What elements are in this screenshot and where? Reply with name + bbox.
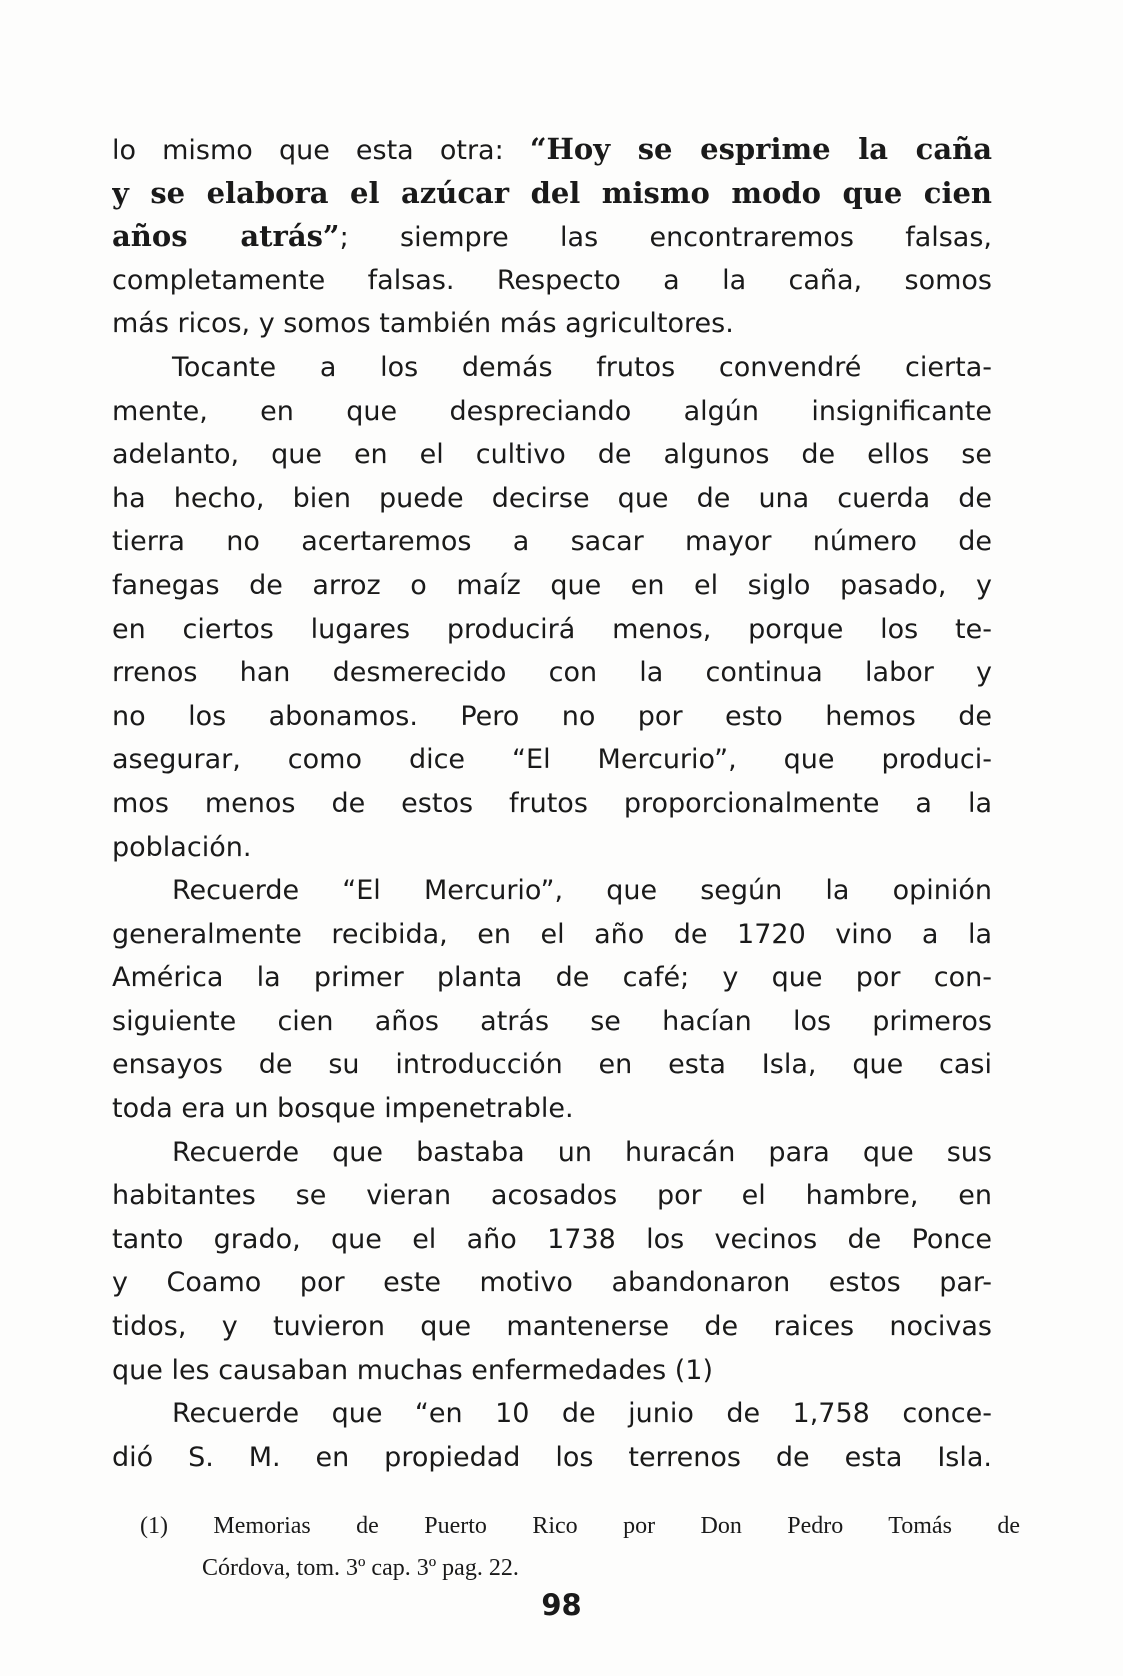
text-line: mente, en que despreciando algún insignificante (112, 395, 992, 427)
text-line: y Coamo por este motivo abandonaron estos par- (112, 1267, 992, 1299)
text-line: mos menos de estos frutos proporcionalmente a la (112, 787, 992, 819)
paragraph-start: Recuerde “El Mercurio”, que según la opinión (172, 875, 992, 907)
text-line: que les causaban muchas enfermedades (1) (112, 1354, 713, 1386)
text-line: no los abonamos. Pero no por esto hemos de (112, 700, 992, 732)
footnote-line: (1) Memorias de Puerto Rico por Don Pedro Tomás de (140, 1513, 1020, 1539)
text-line: tidos, y tuvieron que mantenerse de raices nocivas (112, 1311, 992, 1343)
line-segment: lo mismo que esta otra: (112, 135, 530, 166)
text-line: tanto grado, que el año 1738 los vecinos de Ponce (112, 1223, 992, 1255)
paragraph-start: Recuerde que “en 10 de junio de 1,758 conce- (172, 1398, 992, 1430)
line-segment: ; siempre las encontraremos falsas, (339, 222, 992, 254)
text-line: más ricos, y somos también más agricultores. (112, 308, 734, 340)
footnote (140, 1505, 1020, 1589)
text-line: habitantes se vieran acosados por el hambre, en (112, 1180, 992, 1212)
page-number: 98 (541, 1588, 582, 1622)
text-line: toda era un bosque impenetrable. (112, 1093, 574, 1125)
text-line (112, 128, 992, 172)
text-line: América la primer planta de café; y que por con- (112, 962, 992, 994)
text-line: rrenos han desmerecido con la continua labor y (112, 657, 992, 689)
text-line: siguiente cien años atrás se hacían los primeros (112, 1005, 992, 1037)
quoted-phrase: y se elabora el azúcar del mismo modo que cien (112, 175, 992, 210)
text-line: asegurar, como dice “El Mercurio”, que produci- (112, 744, 992, 776)
quoted-phrase: “Hoy se esprime la caña (529, 132, 992, 166)
text-line: en ciertos lugares producirá menos, porque los te- (112, 613, 992, 645)
paragraph-start: Recuerde que bastaba un huracán para que sus (172, 1136, 992, 1168)
text-line: ensayos de su introducción en esta Isla, que casi (112, 1049, 992, 1081)
text-line: ha hecho, bien puede decirse que de una cuerda de (112, 482, 992, 514)
footnote-line: Córdova, tom. 3º cap. 3º pag. 22. (202, 1555, 519, 1581)
text-line: tierra no acertaremos a sacar mayor número de (112, 526, 992, 558)
text-line (112, 172, 992, 216)
body-text (112, 128, 992, 1479)
text-line: población. (112, 831, 252, 863)
text-line: adelanto, que en el cultivo de algunos de ellos se (112, 439, 992, 471)
paragraph-start: Tocante a los demás frutos convendré cierta- (172, 351, 992, 383)
text-line: dió S. M. en propiedad los terrenos de esta Isla. (112, 1441, 992, 1473)
text-line: completamente falsas. Respecto a la caña, somos (112, 264, 992, 296)
text-line: generalmente recibida, en el año de 1720 vino a la (112, 918, 992, 950)
quoted-phrase: años atrás” (112, 219, 340, 254)
text-line (112, 215, 992, 259)
text-line: fanegas de arroz o maíz que en el siglo pasado, y (112, 569, 992, 601)
